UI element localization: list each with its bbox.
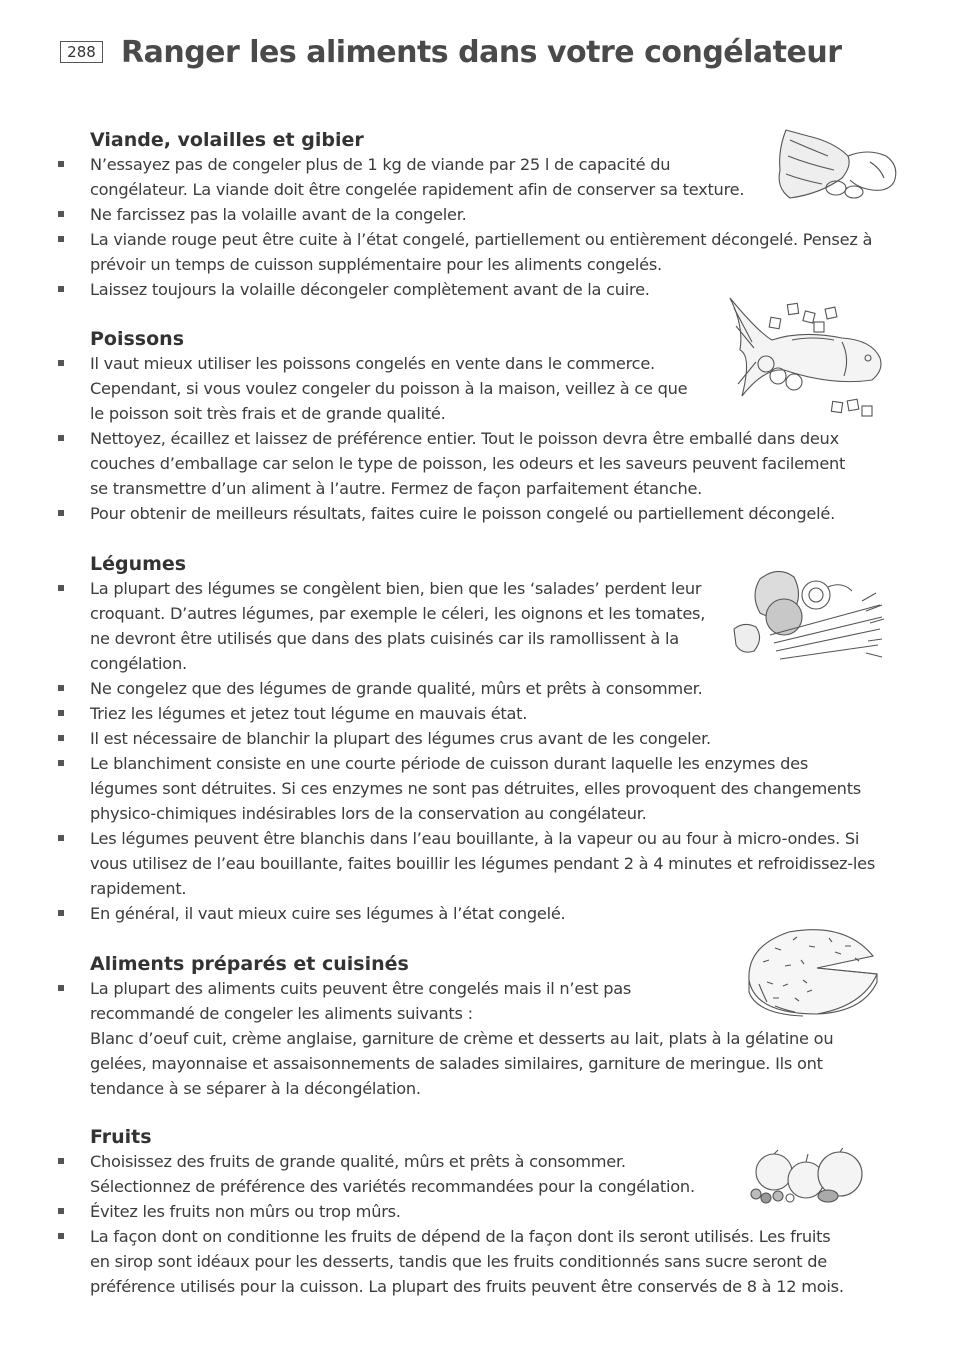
list-item: La façon dont on conditionne les fruits de dépend de la façon dont ils seront utilisés. Les fruits en sirop sont idéaux pour les desserts, tandis que les fruits conditionnés sans sucre seront de préférence utilisés pour la cuisson. La plupart des fruits peuvent être conservés de 8 à 12 mois. — [0, 1224, 954, 1299]
section-heading: Poissons — [90, 328, 184, 350]
page-title: Ranger les aliments dans votre congélateur — [121, 35, 842, 70]
list-item: Évitez les fruits non mûrs ou trop mûrs. — [0, 1199, 954, 1224]
list-item: La plupart des légumes se congèlent bien, bien que les ‘salades’ perdent leur croquant. D’autres légumes, par exemple le céleri, les oignons et les tomates, ne devront être utilisés que dans des plats cuisinés car ils ramollissent à la congélation. — [0, 576, 954, 676]
fish-illustration-icon — [722, 296, 886, 422]
list-item: La viande rouge peut être cuite à l’état congelé, partiellement ou entièrement décongelé. Pensez à prévoir un temps de cuisson supplémentaire pour les aliments congelés. — [0, 227, 954, 277]
section-heading: Légumes — [90, 553, 187, 575]
list-item: Laissez toujours la volaille décongeler complètement avant de la cuire. — [0, 277, 954, 302]
list-item: Choisissez des fruits de grande qualité, mûrs et prêts à consommer. Sélectionnez de préférence des variétés recommandées pour la congélation. — [0, 1149, 954, 1199]
list-item: Il vaut mieux utiliser les poissons congelés en vente dans le commerce. Cependant, si vous voulez congeler du poisson à la maison, veillez à ce que le poisson soit très frais et de grande qualité. — [0, 351, 954, 426]
list-item: Il est nécessaire de blanchir la plupart des légumes crus avant de les congeler. — [0, 726, 954, 751]
list-item: Nettoyez, écaillez et laissez de préférence entier. Tout le poisson devra être emballé dans deux couches d’emballage car selon le type de poisson, les odeurs et les saveurs peuvent facilement se transmettre d’un aliment à l’autre. Fermez de façon parfaitement étanche. — [0, 426, 954, 501]
meat-illustration-icon — [768, 126, 902, 202]
list-item: Ne farcissez pas la volaille avant de la congeler. — [0, 202, 954, 227]
list-item: N’essayez pas de congeler plus de 1 kg de viande par 25 l de capacité du congélateur. La viande doit être congelée rapidement afin de conserver sa texture. — [0, 152, 954, 202]
list-item: La plupart des aliments cuits peuvent être congelés mais il n’est pas recommandé de congeler les aliments suivants : Blanc d’oeuf cuit, crème anglaise, garniture de crème et desserts au lait, plats à la gélatine ou gelées, mayonnaise et assaisonnements de salades similaires, garniture de meringue. Ils ont tendance à se séparer à la décongélation. — [0, 976, 954, 1101]
vegetables-illustration-icon — [730, 565, 886, 679]
page-number: 288 — [60, 41, 103, 63]
list-item: Triez les légumes et jetez tout légume en mauvais état. — [0, 701, 954, 726]
list-item: Le blanchiment consiste en une courte période de cuisson durant laquelle les enzymes des légumes sont détruites. Si ces enzymes ne sont pas détruites, elles provoquent des changements physico-chimiques indésirables lors de la conservation au congélateur. — [0, 751, 954, 826]
fruits-illustration-icon — [744, 1148, 868, 1208]
list-item: Les légumes peuvent être blanchis dans l’eau bouillante, à la vapeur ou au four à micro-ondes. Si vous utilisez de l’eau bouillante, faites bouillir les légumes pendant 2 à 4 minutes et refroidissez-les rapidement. — [0, 826, 954, 901]
pie-illustration-icon — [745, 922, 881, 1020]
list-item: Pour obtenir de meilleurs résultats, faites cuire le poisson congelé ou partiellement décongelé. — [0, 501, 954, 526]
list-item: Ne congelez que des légumes de grande qualité, mûrs et prêts à consommer. — [0, 676, 954, 701]
section-heading: Viande, volailles et gibier — [90, 129, 364, 151]
section-heading: Fruits — [90, 1126, 152, 1148]
section-heading: Aliments préparés et cuisinés — [90, 953, 409, 975]
list-item: En général, il vaut mieux cuire ses légumes à l’état congelé. — [0, 901, 954, 926]
